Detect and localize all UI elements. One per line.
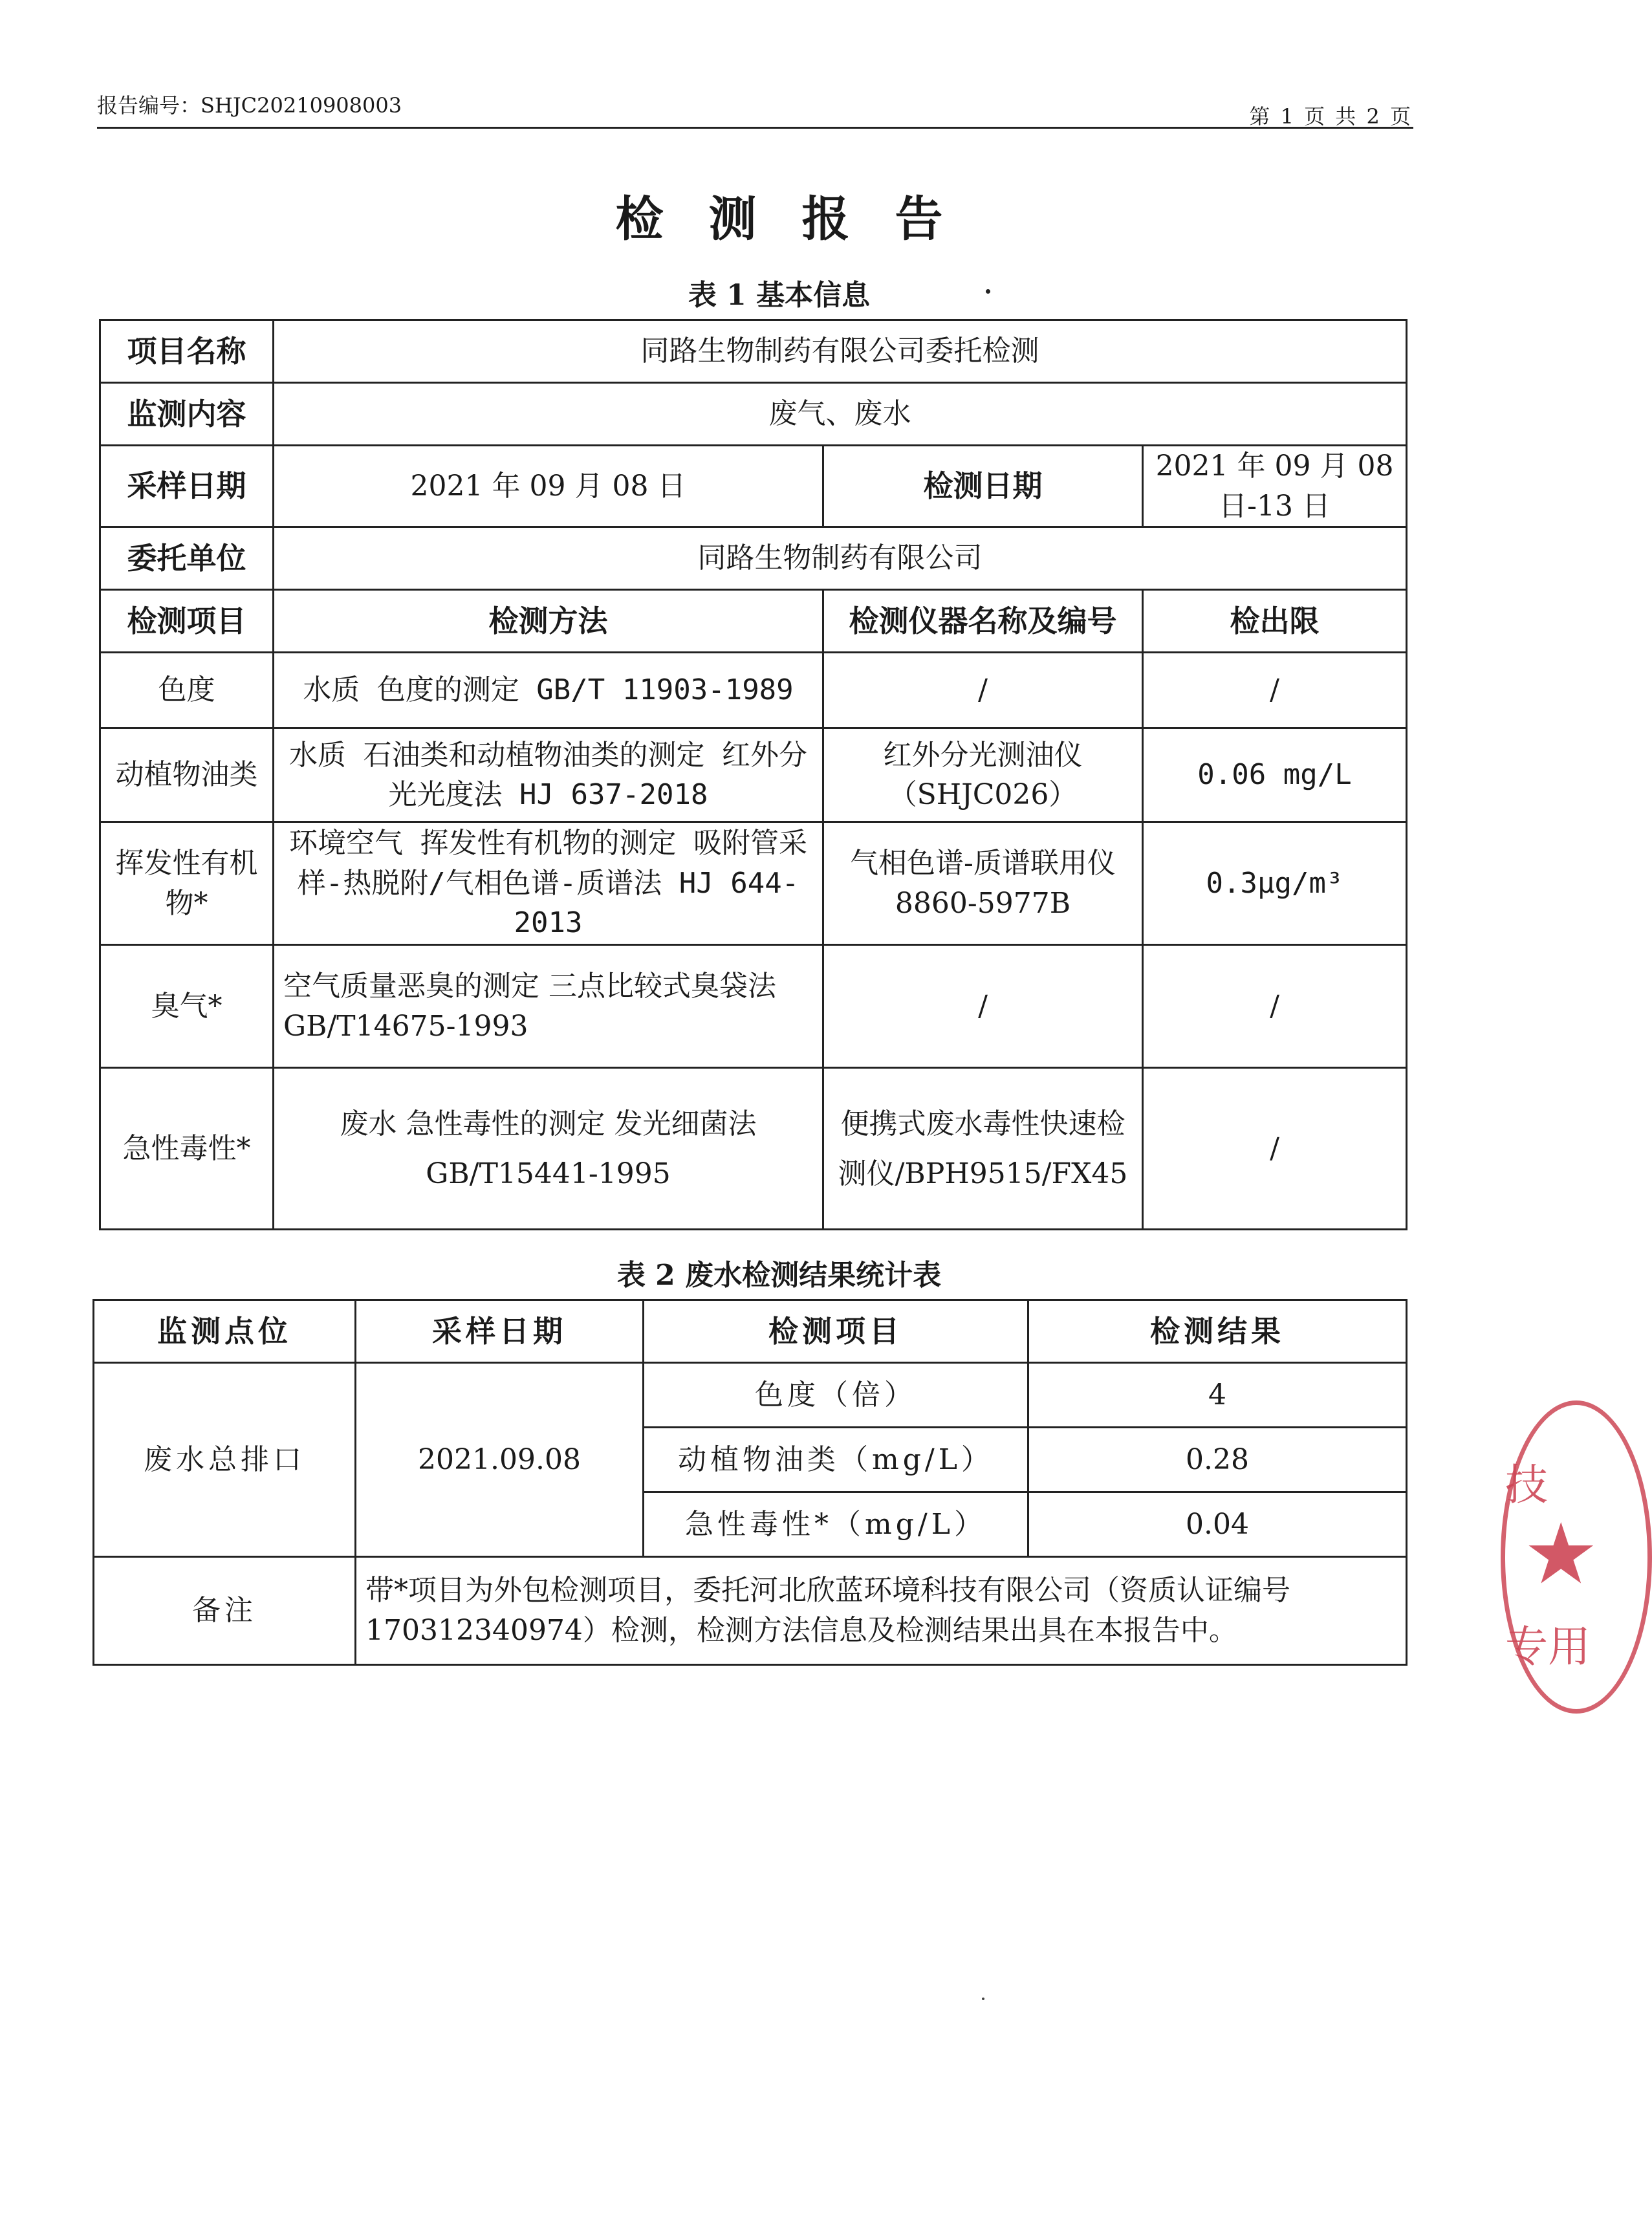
scan-dot xyxy=(982,1998,984,2000)
test-item: 急性毒性* xyxy=(100,1068,274,1230)
instrument: 便携式废水毒性快速检测仪/BPH9515/FX45 xyxy=(823,1068,1143,1230)
page-info: 第 1 页 共 2 页 xyxy=(1249,104,1413,129)
seal-text-bottom: 专用 xyxy=(1505,1622,1591,1672)
instrument: 气相色谱-质谱联用仪 8860-5977B xyxy=(823,822,1143,945)
star-icon: ★ xyxy=(1523,1505,1599,1603)
column-header: 检测方法 xyxy=(274,590,823,653)
instrument: / xyxy=(823,653,1143,728)
column-header: 检测项目 xyxy=(644,1300,1028,1363)
result-item: 动植物油类（mg/L） xyxy=(644,1428,1028,1492)
official-seal xyxy=(1501,1400,1652,1714)
column-header: 检出限 xyxy=(1143,590,1407,653)
result-item: 色度（倍） xyxy=(644,1363,1028,1428)
test-method: 环境空气 挥发性有机物的测定 吸附管采样-热脱附/气相色谱-质谱法 HJ 644-2013 xyxy=(274,822,823,945)
detection-limit: 0.06 mg/L xyxy=(1143,728,1407,822)
seal-text-top: 技 xyxy=(1505,1460,1548,1510)
result-item: 急性毒性*（mg/L） xyxy=(644,1492,1028,1557)
table-row xyxy=(94,1557,1407,1665)
result-value: 0.28 xyxy=(1028,1428,1407,1492)
test-item: 挥发性有机物* xyxy=(100,822,274,945)
table-row xyxy=(100,945,1407,1068)
sampling-date: 2021 年 09 月 08 日 xyxy=(274,446,823,527)
test-method: 空气质量恶臭的测定 三点比较式臭袋法 GB/T14675-1993 xyxy=(274,945,823,1068)
test-item: 动植物油类 xyxy=(100,728,274,822)
client-name: 同路生物制药有限公司 xyxy=(274,527,1407,590)
test-item: 色度 xyxy=(100,653,274,728)
report-title: 检测报告 xyxy=(615,191,988,247)
table-row xyxy=(100,653,1407,728)
instrument: 红外分光测油仪（SHJC026） xyxy=(823,728,1143,822)
sampling-date-label: 采样日期 xyxy=(100,446,274,527)
table-row xyxy=(100,527,1407,590)
table-row xyxy=(94,1363,1407,1428)
result-value: 0.04 xyxy=(1028,1492,1407,1557)
test-date-label: 检测日期 xyxy=(823,446,1143,527)
result-value: 4 xyxy=(1028,1363,1407,1428)
scan-dot xyxy=(986,289,990,294)
table1-caption: 表 1 基本信息 xyxy=(688,279,871,312)
project-name-label: 项目名称 xyxy=(100,320,274,383)
test-method: 废水 急性毒性的测定 发光细菌法 GB/T15441-1995 xyxy=(274,1068,823,1230)
test-item: 臭气* xyxy=(100,945,274,1068)
table-header-row xyxy=(100,590,1407,653)
column-header: 检测仪器名称及编号 xyxy=(823,590,1143,653)
remark-label: 备注 xyxy=(94,1557,356,1665)
table-row xyxy=(100,728,1407,822)
client-label: 委托单位 xyxy=(100,527,274,590)
project-name: 同路生物制药有限公司委托检测 xyxy=(274,320,1407,383)
table-row xyxy=(100,1068,1407,1230)
instrument: / xyxy=(823,945,1143,1068)
detection-limit: / xyxy=(1143,945,1407,1068)
table-header-row xyxy=(94,1300,1407,1363)
wastewater-results-table xyxy=(92,1299,1407,1666)
remark-text: 带*项目为外包检测项目，委托河北欣蓝环境科技有限公司（资质认证编号 170312340974）检测，检测方法信息及检测结果出具在本报告中。 xyxy=(356,1557,1407,1665)
detection-limit: / xyxy=(1143,653,1407,728)
table-row xyxy=(100,320,1407,383)
table-row xyxy=(100,822,1407,945)
content-value: 废气、废水 xyxy=(274,383,1407,446)
table-row xyxy=(100,446,1407,527)
column-header: 监测点位 xyxy=(94,1300,356,1363)
table2-caption: 表 2 废水检测结果统计表 xyxy=(616,1259,942,1292)
content-label: 监测内容 xyxy=(100,383,274,446)
header-divider xyxy=(97,127,1413,129)
column-header: 检测结果 xyxy=(1028,1300,1407,1363)
column-header: 采样日期 xyxy=(356,1300,644,1363)
monitoring-location: 废水总排口 xyxy=(94,1363,356,1557)
test-date: 2021 年 09 月 08 日-13 日 xyxy=(1143,446,1407,527)
test-method: 水质 石油类和动植物油类的测定 红外分光光度法 HJ 637-2018 xyxy=(274,728,823,822)
report-number: 报告编号：SHJC20210908003 xyxy=(97,93,402,118)
sampling-date: 2021.09.08 xyxy=(356,1363,644,1557)
test-method: 水质 色度的测定 GB/T 11903-1989 xyxy=(274,653,823,728)
column-header: 检测项目 xyxy=(100,590,274,653)
basic-info-table xyxy=(99,319,1407,1230)
detection-limit: / xyxy=(1143,1068,1407,1230)
table-row xyxy=(100,383,1407,446)
detection-limit: 0.3μg/m³ xyxy=(1143,822,1407,945)
